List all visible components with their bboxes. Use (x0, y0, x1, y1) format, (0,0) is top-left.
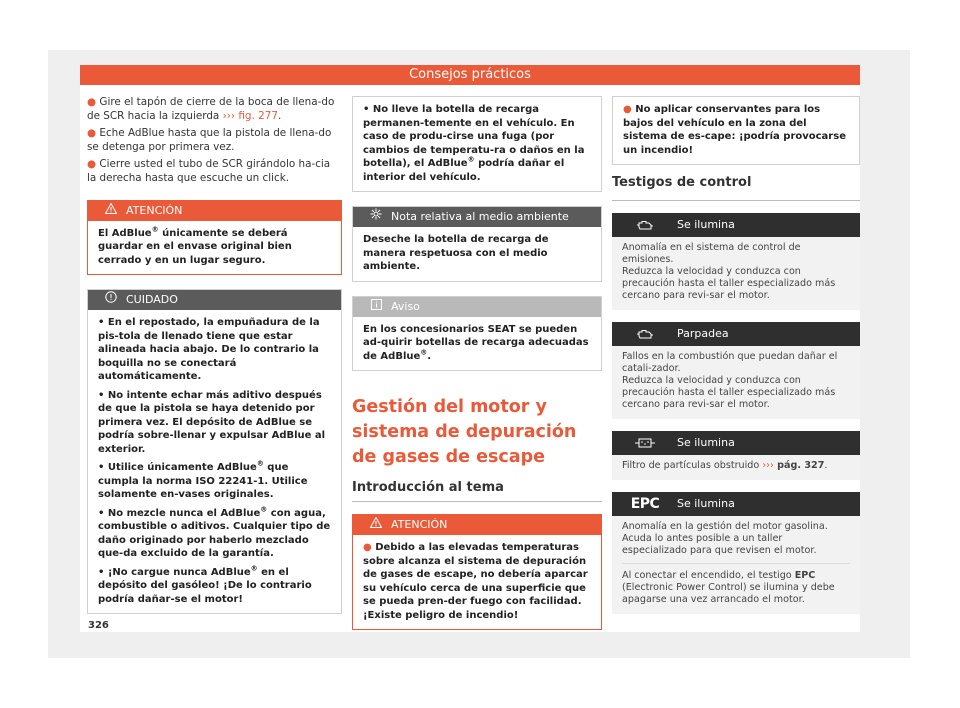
indicator-engine-blink (612, 322, 860, 419)
environment-note-text: Deseche la botella de recarga de manera respetuosa con el medio ambiente. (363, 234, 549, 272)
particle-filter-icon (630, 431, 660, 458)
cuidado-box (87, 289, 342, 614)
indicator-header: Parpadea (612, 322, 860, 346)
indicator-description: Anomalía en la gestión del motor gasolina. Acuda lo antes posible a un taller especializado para que revisen el motor. Al conectar el encendido, el testigo EPC (Electronic Power Control) se ilumina y debe apagarse una vez arrancado el motor. (612, 516, 860, 614)
continued-warning-text: • No lleve la botella de recarga permanen-temente en el vehículo. En caso de produ-cirse una fuga (por cambios de temperatu-ra o daños en la botella), el AdBlue® podría dañar el interior del vehículo. (363, 104, 585, 183)
atencion-header: ATENCIÓN (88, 201, 341, 221)
bullet-step: ● Gire el tapón de cierre de la boca de llena-do de SCR hacia la izquierda ››› fig. 277. (87, 96, 335, 122)
indicator-description: Anomalía en el sistema de control de emisiones. Reduzca la velocidad y conduzca con precaución hasta el taller especializado más cercano para revi-sar el motor. (612, 237, 860, 310)
indicator-particle-filter (612, 431, 860, 480)
cuidado-item: • ¡No cargue nunca AdBlue® en el depósito del gasóleo! ¡De lo contrario podría dañar-se el motor! (98, 564, 312, 605)
bullet-step: ● Eche AdBlue hasta que la pistola de llena-do se detenga por primera vez. (87, 127, 332, 153)
atencion-text: ● Debido a las elevadas temperaturas sobre alcanza el sistema de depuración de gases de escape, no debería aparcar su vehículo cerca de una superficie que se pueda pren-der fuego con facilidad. ¡Existe peligro de incendio! (363, 542, 588, 621)
atencion-text: El AdBlue® únicamente se deberá guardar en el envase original bien cerrado y en un lugar seguro. (98, 225, 292, 266)
epc-icon: EPC (794, 570, 816, 581)
cuidado-item: • No intente echar más aditivo después de que la pistola se haya detenido por primera vez. El depósito de AdBlue se podría sobre-llenar y expulsar AdBlue al exterior. (98, 389, 326, 455)
aviso-header: Aviso (353, 297, 601, 317)
continued-warning-box (352, 96, 602, 192)
figure-link[interactable]: fig. 277 (235, 109, 278, 122)
engine-icon (630, 213, 660, 240)
indicator-epc (612, 492, 860, 614)
cuidado-header: CUIDADO (88, 290, 341, 310)
cuidado-item: • No mezcle nunca el AdBlue® con agua, combustible o aditivos. Cualquier tipo de daño originado por haberlo mezclado que-da excluido de la garantía. (98, 505, 331, 560)
engine-icon (630, 322, 660, 349)
atencion-header: ATENCIÓN (353, 515, 601, 535)
aviso-text: En los concesionarios SEAT se pueden ad-quirir botellas de recarga adecuadas de AdBlue®. (363, 323, 589, 362)
column-1 (87, 96, 342, 624)
info-icon (363, 297, 389, 317)
indicator-header: Se ilumina (612, 431, 860, 455)
section-title: Gestión del motor y sistema de depuración de gases de escape (352, 397, 577, 467)
warning-icon (98, 201, 124, 221)
atencion-box-2 (352, 514, 602, 630)
indicator-description: Fallos en la combustión que puedan dañar el catali-zador. Reduzca la velocidad y conduzca con precaución hasta el taller especializado más cercano para revi-sar el motor. (612, 346, 860, 419)
continued-warning-text: ● No aplicar conservantes para los bajos del vehículo en la zona del sistema de es-cape: ¡podría provocarse un incendio! (623, 104, 846, 156)
aviso-box (352, 296, 602, 372)
subsection-title: Testigos de control (612, 175, 860, 201)
cuidado-item: • En el repostado, la empuñadura de la pis-tola de llenado tiene que estar alineada hacia abajo. De lo contrario la boquilla no se conectará automáticamente. (98, 317, 320, 383)
indicator-header: Se ilumina (612, 213, 860, 237)
page-link[interactable]: pág. 327 (773, 460, 825, 471)
indicator-engine-on (612, 213, 860, 310)
warning-icon (363, 515, 389, 535)
cuidado-text (88, 310, 341, 613)
environment-note-header: Nota relativa al medio ambiente (353, 207, 601, 227)
continued-warning-box (612, 96, 860, 165)
subsection-title: Introducción al tema (352, 480, 602, 502)
cuidado-item: • Utilice únicamente AdBlue® que cumpla la norma ISO 22241-1. Utilice solamente en-vases originales. (98, 459, 308, 501)
column-2 (352, 96, 602, 640)
epc-icon: EPC (630, 496, 660, 512)
info-circle-icon (98, 290, 124, 310)
environment-icon (363, 207, 389, 227)
column-3 (612, 96, 860, 626)
page-number: 326 (88, 620, 109, 631)
page-header: Consejos prácticos (80, 65, 860, 85)
bullet-step: ● Cierre usted el tubo de SCR girándolo ha-cia la derecha hasta que escuche un click. (87, 158, 331, 184)
indicator-header: EPC Se ilumina (612, 492, 860, 516)
environment-note-box (352, 206, 602, 282)
atencion-box (87, 200, 342, 276)
indicator-description: Filtro de partículas obstruido ››› pág. 327. (612, 455, 860, 480)
